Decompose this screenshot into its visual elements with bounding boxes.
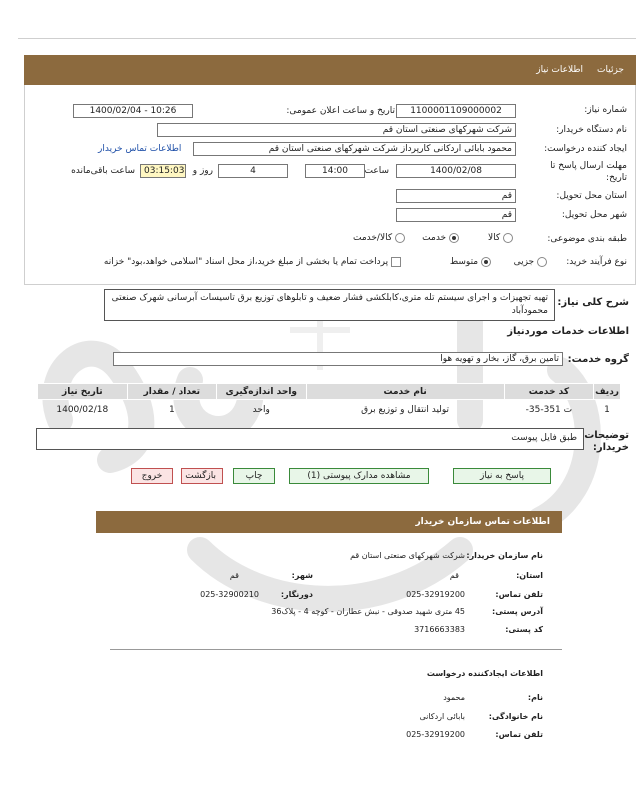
city-label: شهر محل تحویل:	[561, 210, 627, 220]
creator-field: محمود بابائی اردکانی کارپرداز شرکت شهرکهای صنعتی استان قم	[193, 142, 516, 156]
requester-name-value: محمود	[443, 693, 465, 702]
attachments-button[interactable]: مشاهده مدارک پیوستی (1)	[289, 468, 429, 484]
contact-city-label: شهر:	[291, 571, 313, 580]
buyer-org-label: نام دستگاه خریدار:	[556, 125, 627, 135]
header-bar	[24, 55, 636, 85]
items-table	[37, 383, 621, 420]
need-number-label: شماره نیاز:	[584, 105, 627, 115]
contact-phone-value: 025-32919200	[406, 590, 465, 599]
contact-phone-label: تلفن تماس:	[495, 590, 543, 599]
province-label: استان محل تحویل:	[556, 191, 627, 201]
contact-postal-value: 3716663383	[414, 625, 465, 634]
th-qty: تعداد / مقدار	[127, 384, 216, 400]
time-label: ساعت	[364, 166, 389, 176]
need-desc-field: تهیه تجهیزات و اجرای سیستم تله متری،کابلکشی فشار ضعیف و تابلوهای توزیع برق تاسیسات آبرسانی شهرک صنعتی محمودآباد	[104, 289, 555, 321]
category-option-goods-service[interactable]: کالا/خدمت	[353, 232, 405, 244]
cell-qty: 1	[168, 404, 175, 415]
tab-need-info[interactable]: اطلاعات نیاز	[536, 65, 584, 75]
city-field: قم	[396, 208, 516, 222]
contact-section-title: اطلاعات تماس سازمان خریدار	[96, 511, 562, 533]
radio-service[interactable]	[449, 233, 459, 243]
payment-option[interactable]: پرداخت تمام یا بخشی از مبلغ خرید،از محل اسناد "اسلامی خواهد،بود" خزانه	[104, 256, 401, 268]
cell-row: 1	[604, 404, 610, 415]
tab-details[interactable]: جزئیات	[597, 65, 624, 75]
contact-fax-label: دورنگار:	[280, 590, 313, 599]
announce-field: 1400/02/04 - 10:26	[73, 104, 193, 118]
radio-medium[interactable]	[481, 257, 491, 267]
process-label: نوع فرآیند خرید:	[566, 257, 627, 267]
exit-button[interactable]: خروج	[131, 468, 173, 484]
remaining-label: ساعت باقی‌مانده	[71, 166, 135, 176]
buyer-notes-label: توضیحات خریدار:	[584, 430, 629, 453]
category-option-service[interactable]: خدمت	[422, 232, 459, 244]
th-name: نام خدمت	[306, 384, 504, 400]
contact-province-value: قم	[449, 571, 459, 580]
contact-postal-label: کد پستی:	[505, 625, 543, 634]
requester-phone-label: تلفن تماس:	[495, 730, 543, 739]
category-label: طبقه بندی موضوعی:	[547, 234, 627, 244]
th-row: ردیف	[594, 384, 621, 400]
contact-address-label: آدرس پستی:	[492, 607, 543, 616]
category-option-goods[interactable]: کالا	[488, 232, 513, 244]
service-group-field: تامین برق، گاز، بخار و تهویه هوا	[113, 352, 563, 366]
contact-province-label: استان:	[516, 571, 543, 580]
buyer-notes-field: طبق فایل پیوست	[36, 428, 584, 450]
buyer-org-field: شرکت شهرکهای صنعتی استان قم	[157, 123, 516, 137]
services-title: اطلاعات خدمات موردنیاز	[507, 326, 629, 337]
cell-code: ت 351-35-	[525, 404, 573, 415]
contact-divider	[110, 649, 562, 650]
days-label: روز و	[192, 166, 213, 176]
need-desc-label: شرح کلی نیاز:	[557, 297, 629, 308]
cell-unit: واحد	[252, 404, 270, 415]
process-option-medium[interactable]: متوسط	[450, 256, 491, 268]
cell-name: تولید انتقال و توزیع برق	[361, 404, 450, 415]
deadline-date-field: 1400/02/08	[396, 164, 516, 178]
announce-label: تاریخ و ساعت اعلان عمومی:	[286, 106, 395, 116]
service-group-label: گروه خدمت:	[567, 354, 629, 365]
days-field: 4	[218, 164, 288, 178]
creator-label: ایجاد کننده درخواست:	[544, 144, 627, 154]
deadline-time-field: 14:00	[305, 164, 365, 178]
requester-title: اطلاعات ایجادکننده درخواست	[426, 669, 543, 678]
contact-address-value: 45 متری شهید صدوقی - نبش عطاران - کوچه 4 - پلاک36	[271, 607, 465, 616]
province-field: قم	[396, 189, 516, 203]
payment-checkbox[interactable]	[391, 257, 401, 267]
table-row	[38, 400, 621, 420]
deadline-label: مهلت ارسال پاسخ تا تاریخ:	[550, 161, 627, 183]
buyer-contact-link[interactable]: اطلاعات تماس خریدار	[98, 144, 182, 154]
th-unit: واحد اندازه‌گیری	[216, 384, 306, 400]
reply-button[interactable]: پاسخ به نیاز	[453, 468, 551, 484]
th-date: تاریخ نیاز	[38, 384, 128, 400]
cell-date: 1400/02/18	[56, 404, 109, 415]
requester-phone-value: 025-32919200	[406, 730, 465, 739]
requester-name-label: نام:	[527, 693, 543, 702]
radio-goods[interactable]	[503, 233, 513, 243]
need-number-field: 1100001109000002	[396, 104, 516, 118]
radio-minor[interactable]	[537, 257, 547, 267]
process-option-minor[interactable]: جزیی	[514, 256, 547, 268]
requester-family-value: بابائی اردکانی	[419, 712, 465, 721]
contact-city-value: قم	[229, 571, 239, 580]
contact-org-value: شرکت شهرکهای صنعتی استان قم	[350, 551, 465, 560]
table-header-row	[38, 384, 621, 400]
th-code: کد خدمت	[504, 384, 593, 400]
top-divider	[18, 38, 636, 39]
back-button[interactable]: بازگشت	[181, 468, 223, 484]
requester-family-label: نام خانوادگی:	[488, 712, 543, 721]
print-button[interactable]: چاپ	[233, 468, 275, 484]
radio-goods-service[interactable]	[395, 233, 405, 243]
remaining-time-field: 03:15:03	[140, 164, 186, 178]
contact-org-label: نام سازمان خریدار:	[466, 551, 543, 560]
contact-fax-value: 025-32900210	[200, 590, 259, 599]
